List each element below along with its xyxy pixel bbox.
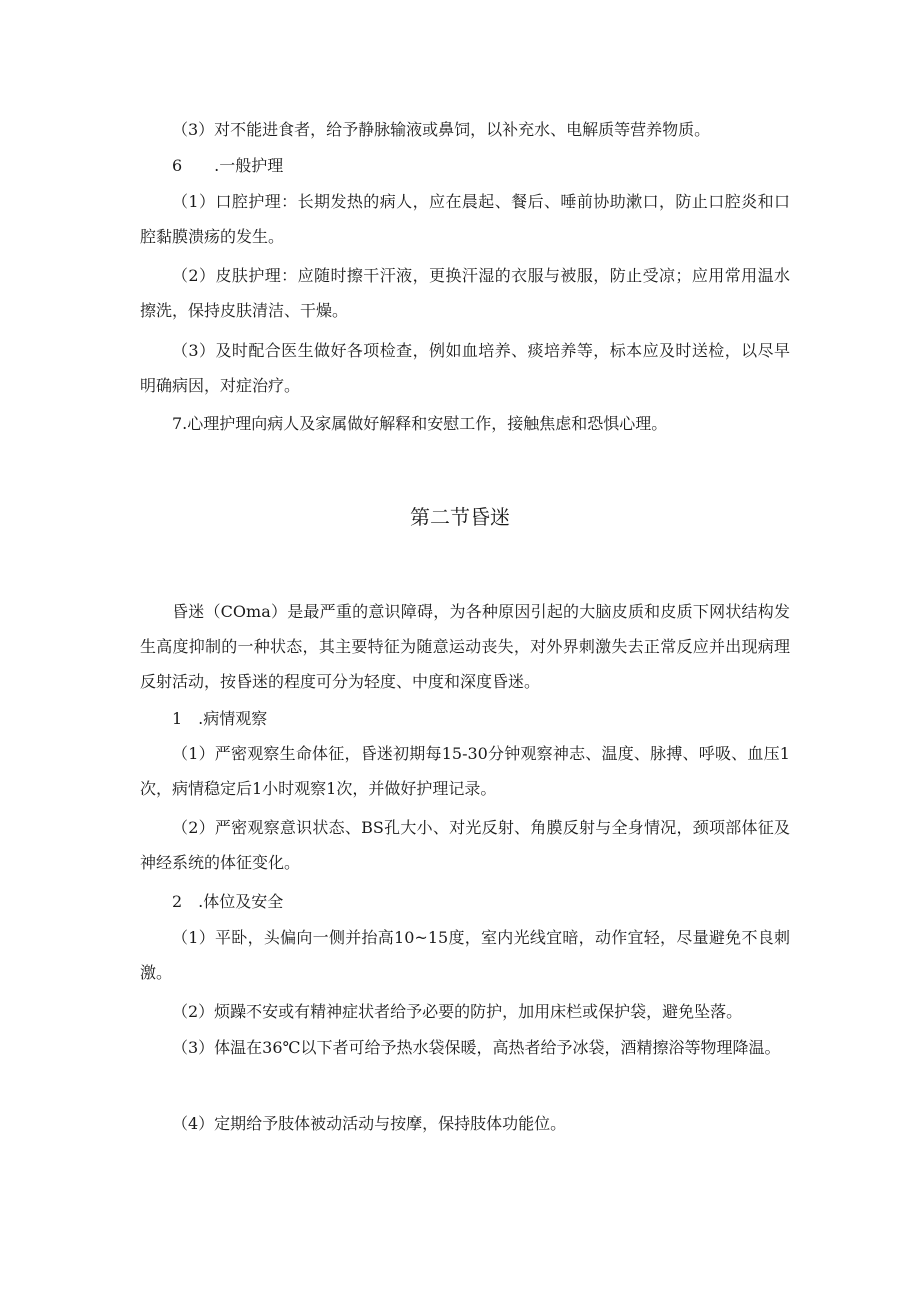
section-condition-observation: 1 .病情观察 [172,709,268,728]
paragraph-psychological-care: 7.心理护理向病人及家属做好解释和安慰工作，接触焦虑和恐惧心理。 [172,414,668,433]
paragraph-nutrition: （3）对不能进食者，给予静脉输液或鼻饲，以补充水、电解质等营养物质。 [172,120,711,139]
paragraph-examinations: （3）及时配合医生做好各项检查，例如血培养、痰培养等，标本应及时送检，以尽早明确病因，对症治疗。 [140,341,790,395]
section-general-care: 6 .一般护理 [172,156,284,175]
paragraph-skin-care: （2）皮肤护理：应随时擦干汗液，更换汗湿的衣服与被服，防止受凉；应用常用温水擦洗，保持皮肤清洁、干燥。 [140,266,790,320]
section-title-coma: 第二节昏迷 [410,505,510,529]
paragraph-limb-activity: （4）定期给予肢体被动活动与按摩，保持肢体功能位。 [172,1114,567,1133]
paragraph-protection: （2）烦躁不安或有精神症状者给予必要的防护，加用床栏或保护袋，避免坠落。 [172,1002,743,1021]
paragraph-temperature: （3）体温在36℃以下者可给予热水袋保暖，高热者给予冰袋，酒精擦浴等物理降温。 [172,1038,781,1057]
paragraph-lying-position: （1）平卧，头偏向一侧并抬高10~15度，室内光线宜暗，动作宜轻，尽量避免不良刺激。 [140,928,790,982]
paragraph-oral-care: （1）口腔护理：长期发热的病人，应在晨起、餐后、唾前协助漱口，防止口腔炎和口腔黏膜溃疡的发生。 [140,192,790,246]
paragraph-coma-definition: 昏迷（COma）是最严重的意识障碍，为各种原因引起的大脑皮质和皮质下网状结构发生高度抑制的一种状态，其主要特征为随意运动丧失，对外界刺激失去正常反应并出现病理反射活动，按昏迷的程度可分为轻度、中度和深度昏迷。 [140,602,790,691]
paragraph-consciousness: （2）严密观察意识状态、BS孔大小、对光反射、角膜反射与全身情况，颈项部体征及神经系统的体征变化。 [140,818,790,872]
section-position-safety: 2 .体位及安全 [172,892,284,911]
paragraph-vital-signs: （1）严密观察生命体征，昏迷初期每15-30分钟观察神志、温度、脉搏、呼吸、血压1次，病情稳定后1小时观察1次，并做好护理记录。 [140,744,790,798]
